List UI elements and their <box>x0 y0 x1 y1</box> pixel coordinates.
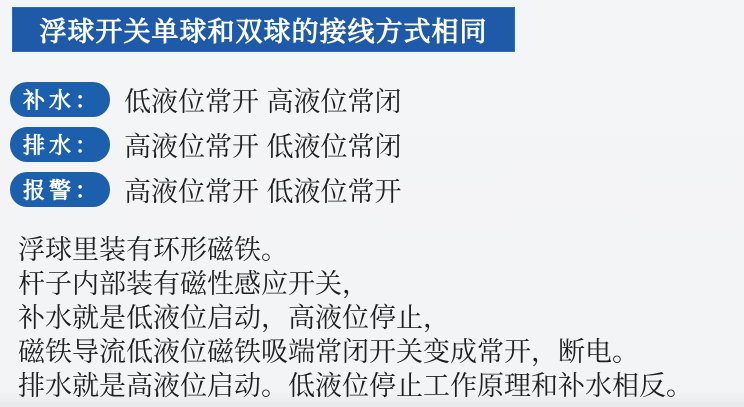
badge-bushui <box>10 82 110 117</box>
wiring-desc-paishui: 高液位常开 低液位常闭 <box>124 132 402 162</box>
badge-baojing-label: 报警： <box>22 178 101 203</box>
badge-baojing <box>10 172 110 207</box>
badge-paishui <box>10 127 110 162</box>
page-title: 浮球开关单球和双球的接线方式相同 <box>39 17 488 47</box>
paragraph-line: 磁铁导流低液位磁铁吸端常闭开关变成常开，断电。 <box>18 337 639 367</box>
paragraph-line: 浮球里装有环形磁铁。 <box>18 235 288 265</box>
explanation-paragraph <box>18 233 728 403</box>
badge-paishui-label: 排水： <box>22 133 101 158</box>
wiring-row-paishui <box>10 127 402 162</box>
badge-bushui-label: 补水： <box>22 88 101 113</box>
paragraph-line: 杆子内部装有磁性感应开关， <box>18 269 369 299</box>
wiring-desc-baojing: 高液位常开 低液位常开 <box>124 177 402 207</box>
paragraph-line: 补水就是低液位启动，高液位停止， <box>18 303 450 333</box>
wiring-row-baojing <box>10 172 402 207</box>
wiring-row-bushui <box>10 82 402 117</box>
paragraph-line: 排水就是高液位启动。低液位停止工作原理和补水相反。 <box>18 371 693 401</box>
title-banner <box>12 7 515 52</box>
wiring-desc-bushui: 低液位常开 高液位常闭 <box>124 87 402 117</box>
